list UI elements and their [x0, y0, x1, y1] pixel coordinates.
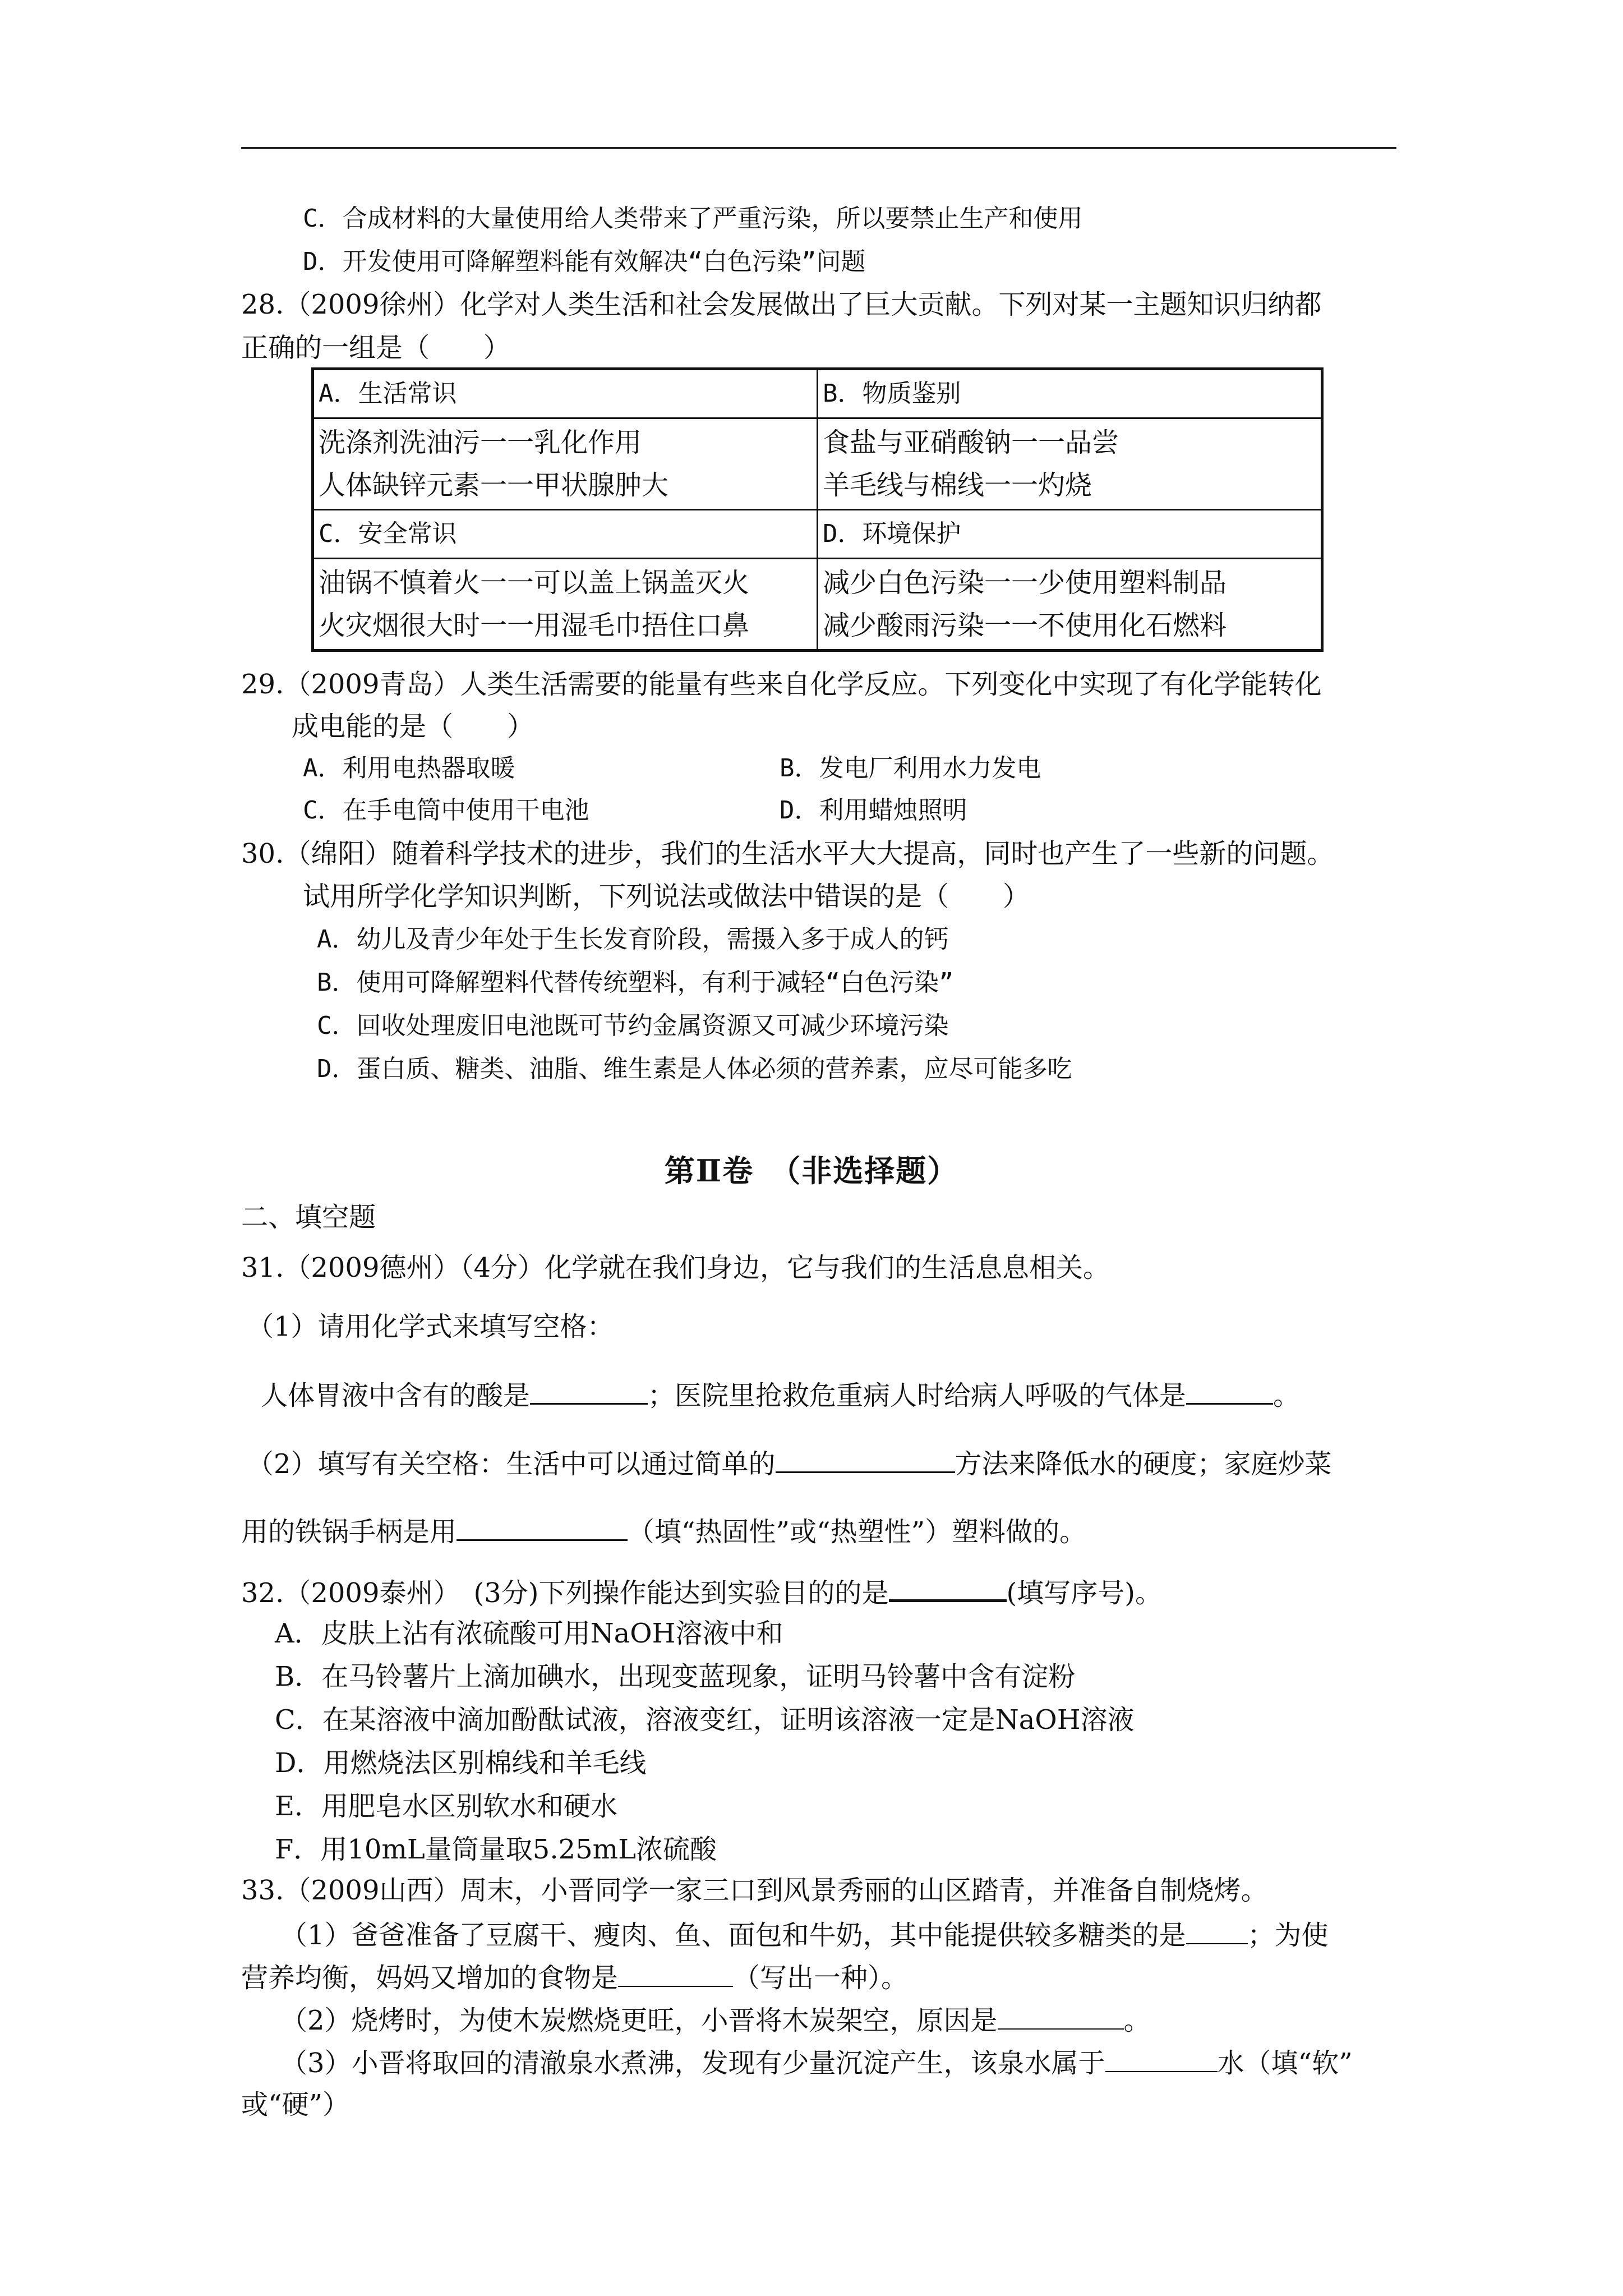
table-a-line1: 洗涤剂洗油污一一乳化作用: [319, 427, 642, 458]
blank-q32-answer[interactable]: [889, 1573, 1007, 1602]
q30-stem-line1: 30.（绵阳）随着科学技术的进步，我们的生活水平大大提高，同时也产生了一些新的问题。: [241, 838, 1334, 869]
blank-plastic-type[interactable]: [457, 1513, 628, 1541]
table-cell-d-head: D．环境保护: [818, 510, 1322, 559]
q31-part2-line1: （2）填写有关空格：生活中可以通过简单的 方法来降低水的硬度；家庭炒菜: [247, 1446, 1332, 1481]
q28-options-table: [311, 367, 1324, 652]
blank-soften-method[interactable]: [776, 1446, 955, 1473]
q32-option-d: D．用燃烧法区别棉线和羊毛线: [275, 1747, 647, 1779]
table-cell-c-body: [313, 559, 818, 651]
table-cell-b-head: B．物质鉴别: [818, 369, 1322, 418]
q32-option-e: E．用肥皂水区别软水和硬水: [275, 1791, 618, 1822]
q31-stem: 31.（2009德州）（4分）化学就在我们身边，它与我们的生活息息相关。: [241, 1252, 1110, 1283]
q29-stem-line1: 29.（2009青岛）人类生活需要的能量有些来自化学反应。下列变化中实现了有化学能转化: [241, 669, 1322, 700]
blank-reason[interactable]: [998, 2003, 1124, 2030]
q29-option-b: B．发电厂利用水力发电: [780, 754, 1041, 783]
table-c-line1: 油锅不慎着火一一可以盖上锅盖灭火: [319, 567, 750, 599]
q32-option-f: F．用10mL量筒量取5.25mL浓硫酸: [275, 1834, 717, 1865]
table-c-line2: 火灾烟很大时一一用湿毛巾捂住口鼻: [319, 610, 750, 641]
table-d-line1: 减少白色污染一一少使用塑料制品: [823, 567, 1227, 599]
q29-option-d: D．利用蜡烛照明: [780, 796, 967, 825]
q32-option-c: C．在某溶液中滴加酚酞试液，溶液变红，证明该溶液一定是NaOH溶液: [275, 1704, 1135, 1736]
q32-option-a: A．皮肤上沾有浓硫酸可用NaOH溶液中和: [275, 1618, 783, 1649]
q33-part2: （2）烧烤时，为使木炭燃烧更旺，小晋将木炭架空，原因是 。: [280, 2003, 1151, 2037]
q32-option-b: B．在马铃薯片上滴加碘水，出现变蓝现象，证明马铃薯中含有淀粉: [275, 1661, 1076, 1692]
q27-option-c: C．合成材料的大量使用给人类带来了严重污染，所以要禁止生产和使用: [303, 204, 1083, 233]
q28-stem-line2: 正确的一组是（ ）: [241, 332, 511, 364]
table-d-line2: 减少酸雨污染一一不使用化石燃料: [823, 610, 1227, 641]
q27-option-d: D．开发使用可降解塑料能有效解决“白色污染”问题: [303, 247, 866, 276]
q30-option-b: B．使用可降解塑料代替传统塑料，有利于减轻“白色污染”: [317, 968, 954, 997]
blank-carbohydrate-food[interactable]: [1186, 1917, 1248, 1944]
q30-stem-line2: 试用所学化学知识判断，下列说法或做法中错误的是（ ）: [303, 881, 1030, 912]
q30-option-c: C．回收处理废旧电池既可节约金属资源又可减少环境污染: [317, 1011, 949, 1040]
table-b-line2: 羊毛线与棉线一一灼烧: [823, 470, 1092, 501]
q30-option-d: D．蛋白质、糖类、油脂、维生素是人体必须的营养素，应尽可能多吃: [317, 1055, 1072, 1083]
q30-option-a: A．幼儿及青少年处于生长发育阶段，需摄入多于成人的钙: [317, 925, 949, 954]
q32-stem: 32.（2009泰州） (3分)下列操作能达到实验目的的是 (填写序号)。: [241, 1573, 1162, 1610]
q29-option-a: A．利用电热器取暖: [303, 754, 515, 783]
blank-breathing-gas[interactable]: [1186, 1377, 1273, 1405]
q29-stem-line2: 成电能的是（ ）: [292, 711, 534, 742]
table-cell-b-body: [818, 418, 1322, 510]
header-rule: [241, 147, 1396, 149]
blank-gastric-acid[interactable]: [530, 1377, 648, 1405]
blank-added-food[interactable]: [618, 1960, 733, 1987]
table-cell-d-body: [818, 559, 1322, 651]
q31-part1-line: 人体胃液中含有的酸是 ；医院里抢救危重病人时给病人呼吸的气体是 。: [261, 1377, 1300, 1412]
blank-water-type[interactable]: [1105, 2045, 1218, 2072]
table-b-line1: 食盐与亚硝酸钠一一品尝: [823, 427, 1119, 458]
q31-part1-prompt: （1）请用化学式来填写空格：: [247, 1311, 614, 1342]
table-cell-c-head: C．安全常识: [313, 510, 818, 559]
q28-stem-line1: 28.（2009徐州）化学对人类生活和社会发展做出了巨大贡献。下列对某一主题知识归纳都: [241, 289, 1322, 320]
q31-part2-line2: 用的铁锅手柄是用 （填“热固性”或“热塑性”）塑料做的。: [241, 1513, 1086, 1549]
q29-option-c: C．在手电筒中使用干电池: [303, 796, 589, 825]
table-cell-a-head: A．生活常识: [313, 369, 818, 418]
q33-part3-line1: （3）小晋将取回的清澈泉水煮沸，发现有少量沉淀产生，该泉水属于 水（填“软”: [280, 2045, 1353, 2080]
table-a-line2: 人体缺锌元素一一甲状腺肿大: [319, 470, 669, 501]
section-title: 第Ⅱ卷 （非选择题）: [664, 1153, 959, 1189]
table-cell-a-body: [313, 418, 818, 510]
section-subtitle: 二、填空题: [241, 1202, 376, 1233]
q33-part1-line2: 营养均衡，妈妈又增加的食物是 （写出一种）。: [241, 1960, 908, 1995]
q33-stem: 33.（2009山西）周末，小晋同学一家三口到风景秀丽的山区踏青，并准备自制烧烤。: [241, 1875, 1268, 1906]
q33-part3-line2: 或“硬”）: [241, 2089, 350, 2120]
q33-part1-line1: （1）爸爸准备了豆腐干、瘦肉、鱼、面包和牛奶，其中能提供较多糖类的是 ；为使: [280, 1917, 1329, 1952]
